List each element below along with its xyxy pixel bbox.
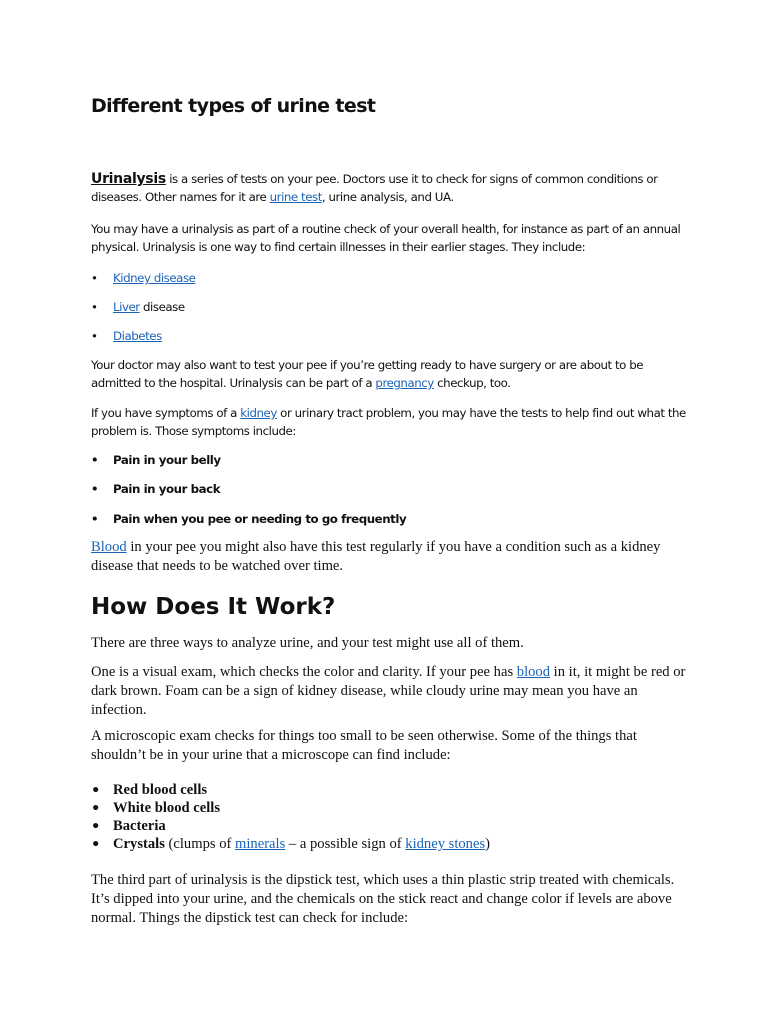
bullet-icon: • <box>91 482 99 496</box>
bullet-icon: • <box>91 512 99 526</box>
microscopic-paragraph: A microscopic exam checks for things too small to be seen otherwise. Some of the things that shouldn’t be in your urine that a microscope can find include: <box>91 728 637 763</box>
kidney-disease-link[interactable]: Kidney disease <box>113 271 196 285</box>
symptom-label: Pain when you pee or needing to go frequently <box>113 512 407 526</box>
intro-text-1: is a series of tests on your pee. Doctors use it to check for signs of common conditions or diseases. Other names for it are <box>91 172 658 204</box>
symptoms-text-1: If you have symptoms of a <box>91 406 241 420</box>
bullet-icon: • <box>91 818 101 835</box>
routine-paragraph: You may have a urinalysis as part of a routine check of your overall health, for instance as part of an annual physical. Urinalysis is one way to find certain illnesses in their earlier stages. They include: <box>91 222 681 254</box>
bullet-icon: • <box>91 300 98 314</box>
dipstick-paragraph: The third part of urinalysis is the dipstick test, which uses a thin plastic strip treated with chemicals. It’s dipped into your urine, and the chemicals on the stick react and change color if levels are above normal. Things the dipstick test can check for include: <box>91 872 675 926</box>
list-item-kidney-disease <box>91 269 196 287</box>
blood-text: in your pee you might also have this test regularly if you have a condition such as a kidney disease that needs to be watched over time. <box>91 539 661 574</box>
bullet-icon: • <box>91 800 101 817</box>
pregnancy-link[interactable]: pregnancy <box>375 376 434 390</box>
surgery-text-2: checkup, too. <box>433 376 511 390</box>
blood-link-2[interactable]: blood <box>516 664 551 680</box>
surgery-text-1: Your doctor may also want to test your pee if you’re getting ready to have surgery or are about to be admitted to the hospital. Urinalysis can be part of a <box>91 358 644 390</box>
bacteria-label: Bacteria <box>113 818 166 834</box>
bullet-icon: • <box>91 836 101 853</box>
how-it-works-heading: How Does It Work? <box>91 594 336 620</box>
bullet-icon: • <box>91 329 98 343</box>
intro-paragraph <box>91 170 691 206</box>
surgery-paragraph <box>91 356 691 392</box>
kidney-stones-link[interactable]: kidney stones <box>405 836 486 852</box>
list-item-symptom <box>91 510 407 528</box>
list-item-white-blood-cells <box>91 799 221 818</box>
liver-link[interactable]: Liver <box>113 300 140 314</box>
blood-link[interactable]: Blood <box>91 539 127 555</box>
crystals-text-1: (clumps of <box>164 836 236 852</box>
urine-test-link[interactable]: urine test <box>269 190 322 204</box>
bullet-icon: • <box>91 782 101 799</box>
urinalysis-term: Urinalysis <box>91 171 166 187</box>
minerals-link[interactable]: minerals <box>235 836 286 852</box>
liver-disease-text: disease <box>139 300 185 314</box>
bullet-icon: • <box>91 453 99 467</box>
blood-paragraph <box>91 538 691 576</box>
bullet-icon: • <box>91 271 98 285</box>
white-blood-cells-label: White blood cells <box>113 800 221 816</box>
list-item-red-blood-cells <box>91 781 208 800</box>
crystals-text-3: ) <box>485 836 491 852</box>
visual-exam-paragraph <box>91 663 691 720</box>
list-item-bacteria <box>91 817 166 836</box>
intro-text-2: , urine analysis, and UA. <box>321 190 454 204</box>
list-item-diabetes <box>91 327 162 345</box>
list-item-liver-disease <box>91 298 185 316</box>
crystals-label: Crystals <box>113 836 165 852</box>
crystals-text-2: – a possible sign of <box>285 836 406 852</box>
list-item-symptom <box>91 480 221 498</box>
symptom-label: Pain in your belly <box>113 453 221 467</box>
symptoms-paragraph <box>91 404 691 440</box>
diabetes-link[interactable]: Diabetes <box>113 329 162 343</box>
list-item-symptom <box>91 451 221 469</box>
list-item-crystals <box>91 835 491 854</box>
symptom-label: Pain in your back <box>113 482 221 496</box>
page-title: Different types of urine test <box>91 95 376 117</box>
symptoms-text-2: or urinary tract problem, you may have the tests to help find out what the problem is. Those symptoms include: <box>91 406 686 438</box>
red-blood-cells-label: Red blood cells <box>113 782 208 798</box>
visual-text-2: in it, it might be red or dark brown. Foam can be a sign of kidney disease, while cloudy urine may mean you have an infection. <box>91 664 686 718</box>
kidney-link[interactable]: kidney <box>240 406 277 420</box>
visual-text-1: One is a visual exam, which checks the color and clarity. If your pee has <box>91 664 517 680</box>
three-ways-paragraph: There are three ways to analyze urine, and your test might use all of them. <box>91 635 524 651</box>
